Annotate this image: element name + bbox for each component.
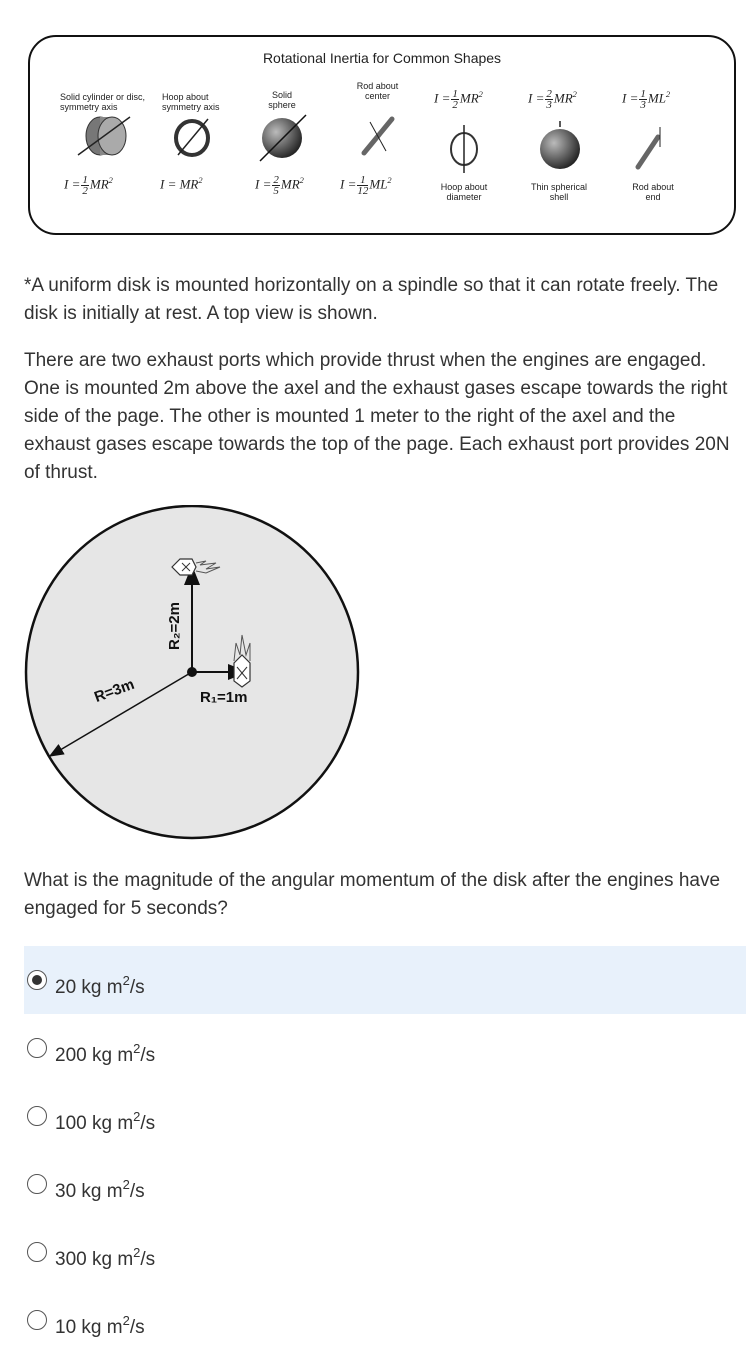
question-prompt: What is the magnitude of the angular momentum of the disk after the engines have engaged for 5 seconds? — [24, 870, 721, 919]
solid-cylinder-icon — [78, 117, 130, 155]
formula-spherical-shell: I = $\frac{2}{3}$ $MR^2$ — [528, 88, 577, 111]
label-hoop-diameter: Hoop about diameter — [440, 182, 488, 202]
answer-label: 200 kg $m^2/s$ — [55, 1041, 156, 1066]
label-spherical-shell: Thin spherical shell — [530, 182, 588, 202]
answer-option[interactable] — [24, 1150, 746, 1218]
radio-button[interactable] — [27, 1242, 47, 1262]
axle — [187, 667, 197, 677]
radio-button[interactable] — [27, 1106, 47, 1126]
label-hoop-symmetry: Hoop about symmetry axis — [162, 92, 220, 112]
label-solid-cylinder: Solid cylinder or disc, symmetry axis — [60, 92, 146, 112]
answer-label: 300 kg $m^2/s$ — [55, 1245, 156, 1270]
hoop-icon — [176, 119, 208, 155]
r1-label: R₁=1m — [200, 689, 248, 706]
answer-option[interactable] — [24, 1014, 746, 1082]
answer-label: 30 kg $m^2/s$ — [55, 1177, 145, 1202]
rod-end-icon — [638, 127, 660, 167]
radio-button[interactable] — [27, 1174, 47, 1194]
answer-label: 20 kg $m^2/s$ — [55, 973, 145, 998]
solid-sphere-icon — [260, 115, 306, 161]
answer-label: 10 kg $m^2/s$ — [55, 1313, 145, 1338]
radio-button[interactable] — [27, 970, 47, 990]
rotational-inertia-table — [28, 35, 736, 235]
radio-button[interactable] — [27, 1310, 47, 1330]
hoop-diameter-icon — [451, 125, 477, 173]
shape-illustrations — [30, 37, 734, 233]
spherical-shell-icon — [540, 121, 580, 169]
formula-rod-end: I = $\frac{1}{3}$ $ML^2$ — [622, 88, 671, 111]
question-intro: *A uniform disk is mounted horizontally on a spindle so that it can rotate freely. The disk is initially at rest. A top view is shown. — [24, 275, 719, 324]
formula-hoop-diameter: I = $\frac{1}{2}$ $MR^2$ — [434, 88, 483, 111]
r2-label: R₂=2m — [166, 602, 183, 650]
formula-solid-cylinder: I = $\frac{1}{2}$ $MR^2$ — [64, 174, 113, 197]
table-title: Rotational Inertia for Common Shapes — [262, 50, 502, 66]
radius-label: R=3m — [92, 675, 137, 706]
answer-label: 100 kg $m^2/s$ — [55, 1109, 156, 1134]
answer-option[interactable] — [24, 946, 746, 1014]
question-description: There are two exhaust ports which provide thrust when the engines are engaged. One is mounted 2m above the axel and the exhaust gases escape towards the right side of the page. The other is mounted 1 meter to the right of the axel and the exhaust gases escape towards the top of the page. Each exhaust port provides 20N of thrust. — [24, 350, 730, 483]
answer-option[interactable] — [24, 1082, 746, 1150]
label-rod-center: Rod about center — [356, 81, 399, 101]
label-rod-end: Rod about end — [632, 182, 674, 202]
formula-rod-center: I = $\frac{1}{12}$ $ML^2$ — [340, 174, 392, 197]
disk-diagram — [20, 505, 365, 845]
radio-button[interactable] — [27, 1038, 47, 1058]
answer-option[interactable] — [24, 1218, 746, 1286]
label-solid-sphere: Solid sphere — [268, 90, 296, 110]
answer-option[interactable] — [24, 1286, 746, 1354]
formula-hoop: $I = MR^2$ — [160, 175, 203, 192]
formula-solid-sphere: I = $\frac{2}{5}$ $MR^2$ — [255, 174, 304, 197]
rod-center-icon — [364, 119, 392, 153]
